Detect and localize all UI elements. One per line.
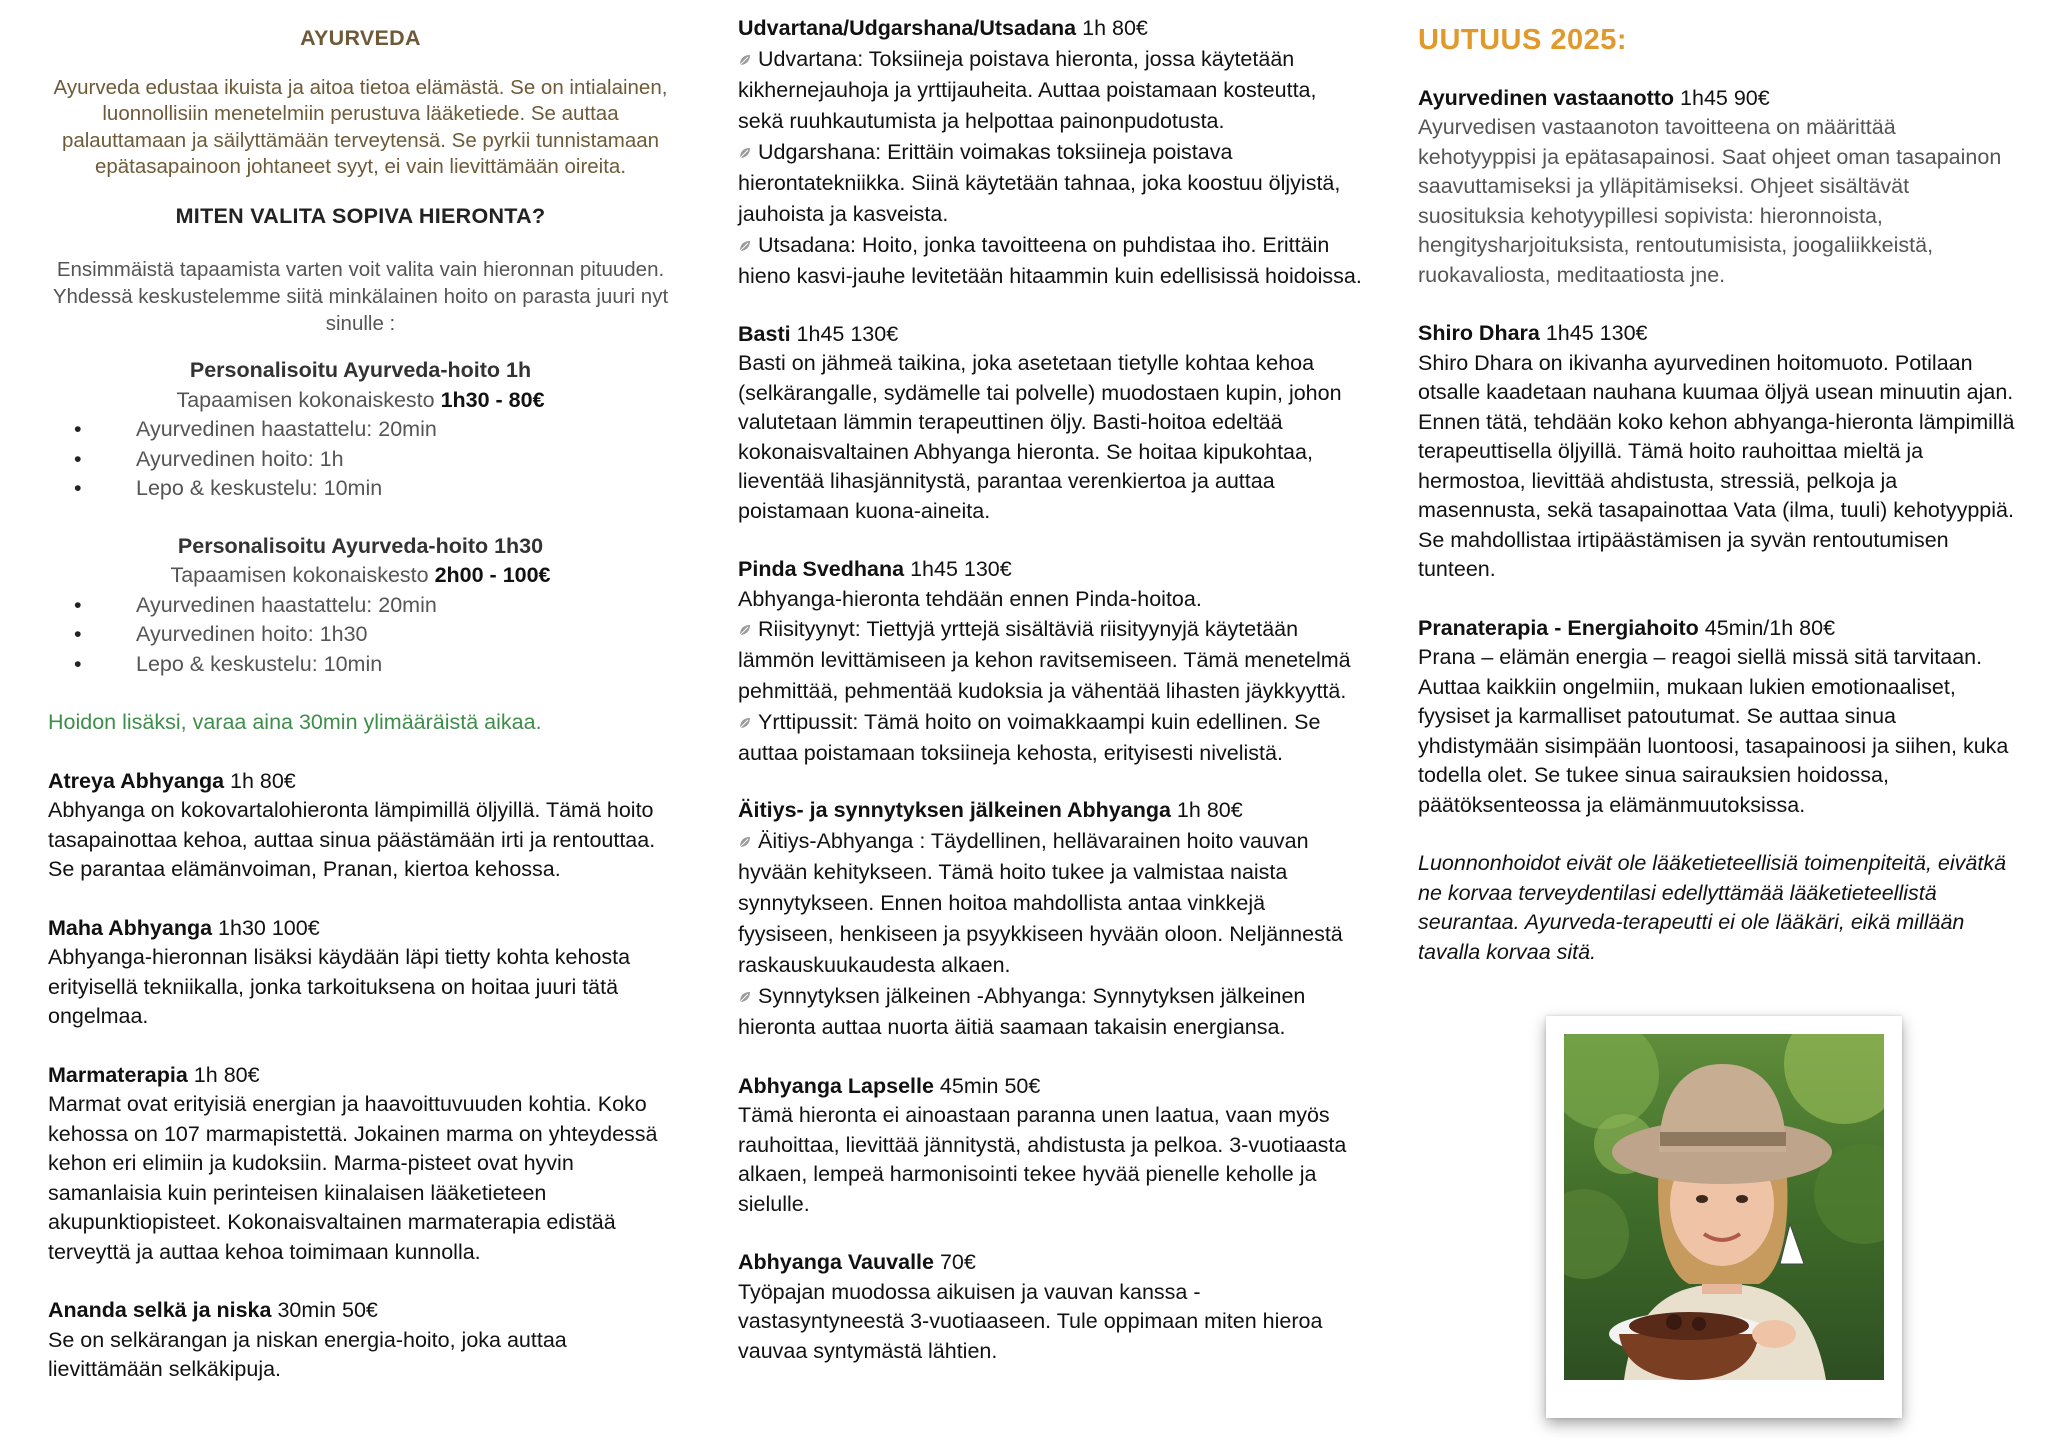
package-items xyxy=(48,415,673,504)
treatment-price: 70€ xyxy=(933,1250,976,1274)
sub-treatment xyxy=(738,981,1363,1043)
sub-treatment xyxy=(738,230,1363,292)
treatment-maha xyxy=(48,914,673,1032)
portrait-photo xyxy=(1564,1034,1884,1380)
left-column xyxy=(48,0,673,1385)
sub-treatment xyxy=(738,826,1363,981)
treatment-price: 1h 80€ xyxy=(224,768,296,793)
list-item: • Ayurvedinen hoito: 1h xyxy=(48,445,673,475)
package-title: Personalisoitu Ayurveda-hoito 1h30 xyxy=(177,533,544,558)
ayurveda-intro: Ayurveda edustaa ikuista ja aitoa tietoa elämästä. Se on intialainen, luonnollisiin menetelmiin perustuva lääketiede. Se auttaa palauttamaan ja säilyttämään terveytensä. Se pyrkii tunnistamaan epätasapainoon johtaneet syyt, ei vain lievittämään oireita. xyxy=(53,75,668,178)
treatment-name: Pranaterapia - Energiahoito xyxy=(1418,615,1699,640)
sub-treatment-text: Äitiys-Abhyanga : Täydellinen, hellävarainen hoito vauvan hyvään kehitykseen. Tämä hoito tukee ja valmistaa naista synnytykseen. Ennen hoitoa mahdollista antaa vinkkejä fyysiseen, henkiseen ja psyykkiseen hyvään oloon. Neljännestä raskauskuukaudesta alkaen. xyxy=(738,828,1343,977)
package-1 xyxy=(48,356,673,504)
treatment-heading xyxy=(48,767,673,797)
treatment-udvartana xyxy=(738,14,1363,292)
treatment-heading xyxy=(1418,614,2018,644)
treatment-vauvalle xyxy=(738,1248,1363,1366)
leaf-bullet-icon xyxy=(738,53,752,67)
list-item: • Lepo & keskustelu: 10min xyxy=(48,474,673,504)
package-title: Personalisoitu Ayurveda-hoito 1h xyxy=(189,358,532,382)
treatment-heading xyxy=(48,1061,673,1091)
treatment-heading xyxy=(48,1296,673,1326)
treatment-name: Atreya Abhyanga xyxy=(48,768,225,793)
treatment-name: Abhyanga Vauvalle xyxy=(738,1250,934,1274)
right-column xyxy=(1418,0,2018,967)
package-price: 2h00 - 100€ xyxy=(434,563,551,587)
treatment-heading xyxy=(738,1072,1363,1102)
sub-treatment xyxy=(738,44,1363,137)
middle-column xyxy=(738,0,1363,1366)
treatment-name: Abhyanga Lapselle xyxy=(738,1073,934,1098)
treatment-name: Ayurvedinen vastaanotto xyxy=(1418,85,1675,110)
treatment-price: 45min 50€ xyxy=(933,1073,1041,1098)
treatment-name: Marmaterapia xyxy=(48,1062,188,1087)
treatment-description: Basti on jähmeä taikina, joka asetetaan tietylle kohtaa kehoa (selkärangalle, sydämelle tai polvelle) muodostaen kupin, johon valutetaan lämmin terapeuttinen öljy. Basti-hoitoa edeltää kokonaisvaltainen Abhyanga hieronta. Se hoitaa kipukohtaa, lieventää lihasjännitystä, parantaa verenkiertoa ja auttaa poistamaan kuona-aineita. xyxy=(738,351,1342,523)
sub-treatment-text: Yrttipussit: Tämä hoito on voimakkaampi kuin edellinen. Se auttaa poistamaan toksiineja kehosta, erityisesti nivelistä. xyxy=(738,710,1321,765)
leaf-bullet-icon xyxy=(738,716,752,730)
list-item: • Ayurvedinen haastattelu: 20min xyxy=(48,591,673,621)
service-shiro-dhara xyxy=(1418,319,2018,585)
treatment-price: 1h45 130€ xyxy=(790,321,899,346)
treatment-heading xyxy=(738,796,1363,826)
treatment-name: Maha Abhyanga xyxy=(48,915,213,940)
leaf-bullet-icon xyxy=(738,146,752,160)
ayurveda-heading: AYURVEDA xyxy=(300,26,421,50)
list-item: • Lepo & keskustelu: 10min xyxy=(48,650,673,680)
treatment-price: 1h 80€ xyxy=(1076,16,1148,40)
treatment-pinda xyxy=(738,555,1363,769)
treatment-heading xyxy=(1418,84,2018,114)
sub-treatment-text: Udgarshana: Erittäin voimakas toksiineja poistava hierontatekniikka. Siinä käytetään tahnaa, joka koostuu öljyistä, jauhoista ja kasveista. xyxy=(738,139,1341,226)
choose-massage-text: Ensimmäistä tapaamista varten voit valita vain hieronnan pituuden. Yhdessä keskustelemme siitä minkälainen hoito on parasta juuri nyt sinulle : xyxy=(52,258,669,335)
sub-treatment xyxy=(738,707,1363,769)
leaf-bullet-icon xyxy=(738,239,752,253)
treatment-description: Ayurvedisen vastaanoton tavoitteena on määrittää kehotyyppisi ja epätasapainosi. Saat ohjeet oman tasapainon saavuttamiseksi ja ylläpitämiseksi. Ohjeet sisältävät suosituksia kehotyypillesi sopivista: hieronnoista, hengitysharjoituksista, rentoutumisista, joogaliikkeistä, ruokavaliosta, meditaatiosta jne. xyxy=(1418,115,2002,287)
service-vastaanotto xyxy=(1418,84,2018,291)
treatment-lapselle xyxy=(738,1072,1363,1220)
treatment-description: Marmat ovat erityisiä energian ja haavoittuvuuden kohtia. Koko kehossa on 107 marmapistettä. Jokainen marma on yhteydessä kehon eri elimiin ja kudoksiin. Marma-pisteet ovat hyvin samanlaisia kuin perinteisen kiinalaisen lääketieteen akupunktiopisteet. Kokonaisvaltainen marmaterapia edistää terveyttä ja auttaa kehoa toimimaan kunnolla. xyxy=(48,1092,658,1264)
treatment-atreya xyxy=(48,767,673,885)
sub-treatment-text: Synnytyksen jälkeinen -Abhyanga: Synnytyksen jälkeinen hieronta auttaa nuorta äitiä saamaan takaisin energiansa. xyxy=(738,983,1306,1039)
choose-massage-heading: MITEN VALITA SOPIVA HIERONTA? xyxy=(175,203,546,228)
treatment-description: Tämä hieronta ei ainoastaan paranna unen laatua, vaan myös rauhoittaa, lievittää jännitystä, ahdistusta ja pelkoa. 3-vuotiaasta alkaen, lempeä harmonisointi tekee hyvää pienelle keholle ja sielulle. xyxy=(738,1103,1347,1216)
treatment-basti xyxy=(738,320,1363,527)
new-2025-heading: UUTUUS 2025: xyxy=(1418,24,1628,56)
booking-note: Hoidon lisäksi, varaa aina 30min ylimääräistä aikaa. xyxy=(48,710,542,734)
treatment-price: 1h45 90€ xyxy=(1674,85,1770,110)
treatment-heading xyxy=(48,914,673,944)
treatment-marmaterapia xyxy=(48,1061,673,1268)
treatment-description: Abhyanga-hieronta tehdään ennen Pinda-hoitoa. xyxy=(738,586,1202,611)
treatment-price: 30min 50€ xyxy=(271,1298,378,1322)
package-duration-label: Tapaamisen kokonaiskesto xyxy=(176,387,441,412)
treatment-description: Shiro Dhara on ikivanha ayurvedinen hoitomuoto. Potilaan otsalle kaadetaan nauhana kuumaa öljyä usean minuutin ajan. Ennen tätä, tehdään koko kehon abhyanga-hieronta lämpimillä terapeuttisella öljyillä. Tämä hoito rauhoittaa mieltä ja hermostoa, lievittää ahdistusta, stressiä, pelkoja ja masennusta, sekä tasapainottaa Vata (ilma, tuuli) kehotyyppiä. Se mahdollistaa irtipäästämisen ja syvän rentoutumisen tunteen. xyxy=(1418,350,2015,581)
treatment-description: Abhyanga on kokovartalohieronta lämpimillä öljyillä. Tämä hoito tasapainottaa kehoa, auttaa sinua päästämään irti ja rentouttaa. Se parantaa elämänvoiman, Pranan, kiertoa kehossa. xyxy=(48,798,656,881)
sub-treatment-text: Utsadana: Hoito, jonka tavoitteena on puhdistaa iho. Erittäin hieno kasvi-jauhe levitetään hitaammin kuin edellisissä hoidoissa. xyxy=(738,232,1362,288)
portrait-photo-frame xyxy=(1546,1016,1902,1418)
list-item: • Ayurvedinen haastattelu: 20min xyxy=(48,415,673,445)
treatment-heading xyxy=(738,14,1363,44)
sub-treatment-text: Udvartana: Toksiineja poistava hieronta, jossa käytetään kikhernejauhoja ja yrttijauheita. Auttaa poistamaan kosteutta, sekä ruuhkautumista ja helpottaa painonpudotusta. xyxy=(738,46,1317,133)
treatment-name: Udvartana/Udgarshana/Utsadana xyxy=(738,16,1077,40)
package-price: 1h30 - 80€ xyxy=(440,387,545,412)
treatment-name: Shiro Dhara xyxy=(1418,321,1540,345)
treatment-description: Prana – elämän energia – reagoi siellä missä sitä tarvitaan. Auttaa kaikkiin ongelmiin, mukaan lukien emotionaaliset, fyysiset ja karmalliset patoutumat. Se auttaa sinua yhdistymään sisimpään luontoosi, tasapainoosi ja siihen, kuka todella olet. Se tukee sinua sairauksien hoidossa, päätöksenteossa ja elämänmuutoksissa. xyxy=(1418,645,2009,817)
treatment-name: Äitiys- ja synnytyksen jälkeinen Abhyanga xyxy=(738,798,1171,822)
treatment-name: Pinda Svedhana xyxy=(738,557,905,581)
treatment-description: Se on selkärangan ja niskan energia-hoito, joka auttaa lievittämään selkäkipuja. xyxy=(48,1327,567,1381)
leaf-bullet-icon xyxy=(738,623,752,637)
package-duration xyxy=(48,561,673,591)
package-duration-label: Tapaamisen kokonaiskesto xyxy=(170,563,435,587)
sub-treatment-text: Riisityynyt: Tiettyjä yrttejä sisältäviä riisityynyjä käytetään lämmön levittämiseen ja kehon ravitsemiseen. Tämä menetelmä pehmittää, pehmentää kudoksia ja vähentää lihasten jäykkyyttä. xyxy=(738,617,1351,703)
treatment-price: 1h45 130€ xyxy=(904,557,1012,581)
treatment-heading xyxy=(738,555,1363,585)
sub-treatment xyxy=(738,137,1363,230)
package-2 xyxy=(48,532,673,680)
treatment-description: Abhyanga-hieronnan lisäksi käydään läpi tietty kohta kehosta erityisellä tekniikalla, jonka tarkoituksena on hoitaa juuri tätä ongelmaa. xyxy=(48,945,631,1028)
list-item: • Ayurvedinen hoito: 1h30 xyxy=(48,620,673,650)
treatment-price: 1h30 100€ xyxy=(212,915,320,940)
treatment-heading xyxy=(738,320,1363,350)
package-duration xyxy=(48,386,673,416)
treatment-price: 1h 80€ xyxy=(187,1062,260,1087)
treatment-price: 1h 80€ xyxy=(1170,798,1243,822)
disclaimer: Luonnonhoidot eivät ole lääketieteellisiä toimenpiteitä, eivätkä ne korvaa terveydentilasi edellyttämää lääketieteellistä seurantaa. Ayurveda-terapeutti ei ole lääkäri, eikä millään tavalla korvaa sitä. xyxy=(1418,851,2007,964)
treatment-heading xyxy=(1418,319,2018,349)
leaf-bullet-icon xyxy=(738,835,752,849)
treatment-name: Ananda selkä ja niska xyxy=(48,1298,272,1322)
treatment-price: 1h45 130€ xyxy=(1539,321,1648,345)
package-items xyxy=(48,591,673,680)
treatment-aitiys xyxy=(738,796,1363,1043)
treatment-name: Basti xyxy=(738,321,791,346)
treatment-description: Työpajan muodossa aikuisen ja vauvan kanssa - vastasyntyneestä 3-vuotiaaseen. Tule oppimaan miten hieroa vauvaa syntymästä lähtien. xyxy=(738,1279,1323,1363)
treatment-price: 45min/1h 80€ xyxy=(1698,615,1836,640)
treatment-heading xyxy=(738,1248,1363,1278)
sub-treatment xyxy=(738,614,1363,707)
leaf-bullet-icon xyxy=(738,990,752,1004)
portrait-illustration xyxy=(1564,1034,1884,1380)
service-pranaterapia xyxy=(1418,614,2018,821)
treatment-ananda xyxy=(48,1296,673,1385)
